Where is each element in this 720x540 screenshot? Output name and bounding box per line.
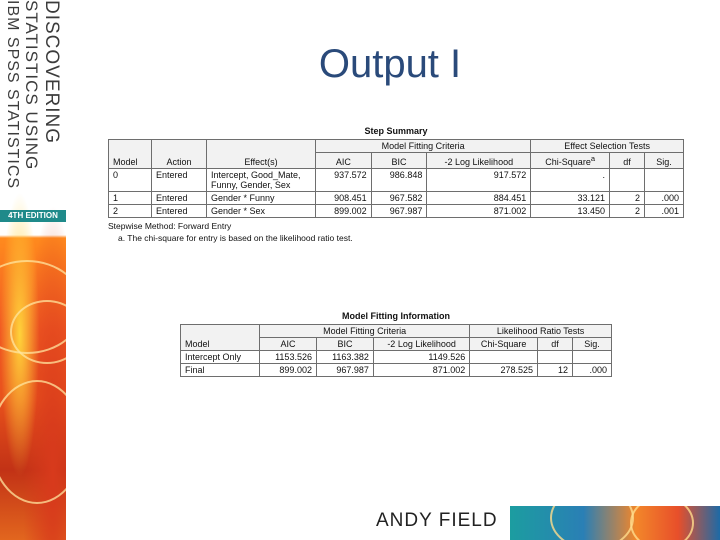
col-header-aic: AIC: [316, 153, 372, 169]
table-header-row: [181, 325, 612, 338]
model-fitting-table: [180, 324, 612, 377]
col-header-aic: AIC: [260, 338, 317, 351]
group-header-model-fitting: Model Fitting Criteria: [316, 140, 531, 153]
group-header-lrt: Likelihood Ratio Tests: [470, 325, 612, 338]
model-fitting-panel: [180, 311, 612, 377]
step-summary-panel: [108, 126, 684, 244]
cell-chi-square: .: [531, 169, 610, 192]
cell-df: 12: [538, 364, 573, 377]
cell-df: 2: [610, 192, 645, 205]
cell-model: 2: [109, 205, 152, 218]
table-footnotes: [108, 220, 684, 244]
col-header-action: Action: [152, 140, 207, 169]
cell-effects: Gender * Sex: [207, 205, 316, 218]
footnote-marker: a: [590, 154, 595, 163]
cell-aic: 1153.526: [260, 351, 317, 364]
cell-sig: .000: [573, 364, 612, 377]
corner-decoration: [510, 506, 720, 540]
cell-log-likelihood: 917.572: [427, 169, 531, 192]
col-header-bic: BIC: [371, 153, 427, 169]
cell-action: Entered: [152, 169, 207, 192]
cell-chi-square: [470, 351, 538, 364]
col-header-df: df: [610, 153, 645, 169]
cell-sig: .001: [645, 205, 684, 218]
cell-log-likelihood: 1149.526: [373, 351, 469, 364]
cell-aic: 937.572: [316, 169, 372, 192]
cell-df: [610, 169, 645, 192]
cell-model: 1: [109, 192, 152, 205]
cell-log-likelihood: 884.451: [427, 192, 531, 205]
col-header-sig: Sig.: [645, 153, 684, 169]
footnote-a: a. The chi-square for entry is based on the likelihood ratio test.: [118, 233, 353, 243]
slide-title: Output I: [318, 42, 462, 86]
cell-bic: 1163.382: [316, 351, 373, 364]
cell-df: [538, 351, 573, 364]
group-header-criteria: Model Fitting Criteria: [260, 325, 470, 338]
cell-chi-square: 33.121: [531, 192, 610, 205]
col-header-log-likelihood: -2 Log Likelihood: [373, 338, 469, 351]
col-header-effects: Effect(s): [207, 140, 316, 169]
step-summary-table: [108, 139, 684, 218]
cell-log-likelihood: 871.002: [427, 205, 531, 218]
col-header-df: df: [538, 338, 573, 351]
col-header-bic: BIC: [316, 338, 373, 351]
cell-aic: 899.002: [260, 364, 317, 377]
cell-sig: .000: [645, 192, 684, 205]
cell-effects: Intercept, Good_Mate, Funny, Gender, Sex: [207, 169, 316, 192]
cell-sig: [573, 351, 612, 364]
model-fitting-title: Model Fitting Information: [342, 311, 450, 321]
table-row: [181, 351, 612, 364]
book-title-line-1: DISCOVERING: [41, 0, 62, 145]
col-header-chi-square: Chi-Square$^a$: [531, 153, 610, 169]
cell-bic: 967.987: [371, 205, 427, 218]
table-header-row: [109, 140, 684, 153]
book-title-line-3: IBM SPSS STATISTICS: [4, 0, 21, 190]
cell-sig: [645, 169, 684, 192]
cell-action: Entered: [152, 205, 207, 218]
cell-model: Intercept Only: [181, 351, 260, 364]
edition-badge: 4TH EDITION: [0, 210, 66, 222]
col-header-sig: Sig.: [573, 338, 612, 351]
book-cover-strip: [0, 0, 66, 540]
cell-df: 2: [610, 205, 645, 218]
table-row: [109, 192, 684, 205]
cell-effects: Gender * Funny: [207, 192, 316, 205]
table-row: [109, 205, 684, 218]
col-header-log-likelihood: -2 Log Likelihood: [427, 153, 531, 169]
author-name: ANDY FIELD: [376, 510, 498, 531]
book-title-line-2: STATISTICS USING: [22, 0, 41, 171]
cell-model: 0: [109, 169, 152, 192]
table-row: [109, 169, 684, 192]
col-header-model: Model: [181, 325, 260, 351]
group-header-effect-selection: Effect Selection Tests: [531, 140, 684, 153]
cell-action: Entered: [152, 192, 207, 205]
cell-aic: 899.002: [316, 205, 372, 218]
cell-log-likelihood: 871.002: [373, 364, 469, 377]
footnote-method: Stepwise Method: Forward Entry: [108, 221, 232, 231]
book-title: [0, 0, 66, 210]
col-header-chi-square: Chi-Square: [470, 338, 538, 351]
cell-bic: 967.582: [371, 192, 427, 205]
col-header-model: Model: [109, 140, 152, 169]
cell-bic: 986.848: [371, 169, 427, 192]
cell-model: Final: [181, 364, 260, 377]
step-summary-title: Step Summary: [364, 126, 428, 136]
cell-chi-square: 278.525: [470, 364, 538, 377]
cell-aic: 908.451: [316, 192, 372, 205]
table-row: [181, 364, 612, 377]
cell-chi-square: 13.450: [531, 205, 610, 218]
cell-bic: 967.987: [316, 364, 373, 377]
